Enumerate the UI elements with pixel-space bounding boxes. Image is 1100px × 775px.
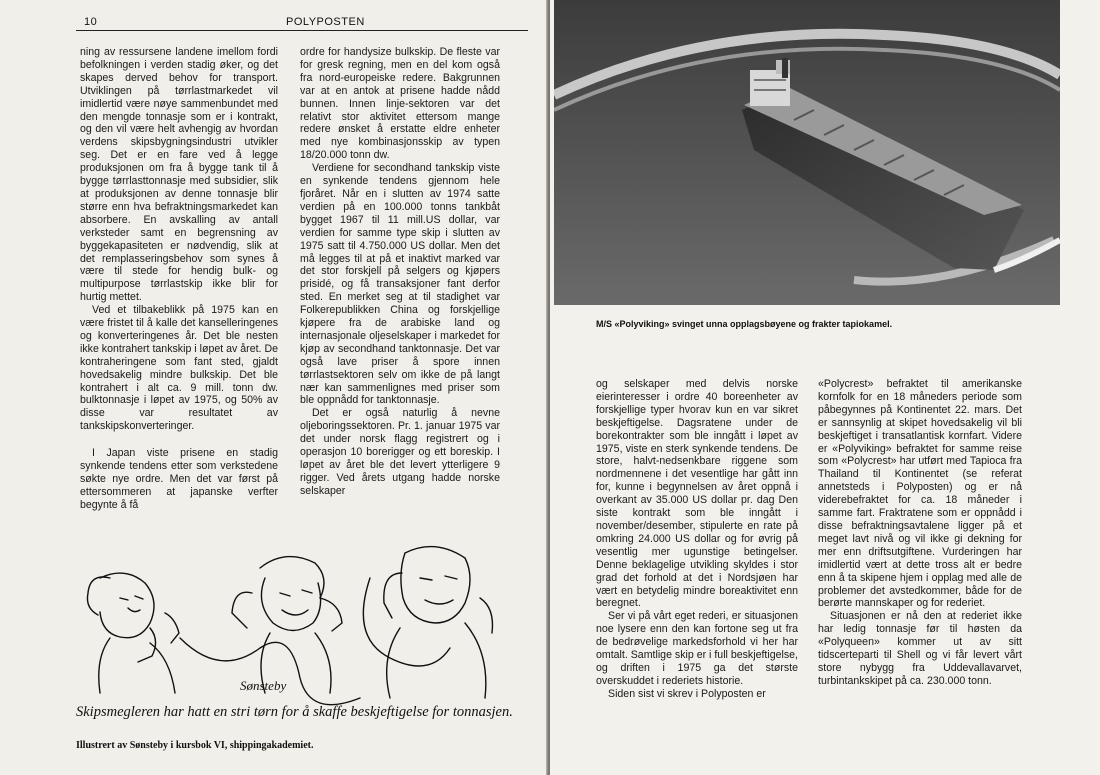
paragraph: ning av ressursene landene imellom fordi befolkningen i verden stadig øker, og det skapes derved behov for transport. Utviklingen på tørrlastmarkedet vil imidlertid være nøye sammenbundet med den mengde tonnasje som er i kontrakt, og den vil være helt avhengig av hvordan verdens skipsbygningsindustri utvikler seg. Det er en fare ved å legge produksjonen om fra å bygge tank til å bygge tørrlasttonnasje med subsidier, slik at produksjonen av denne tonnasje blir større enn hva befraktningsmarkedet kan absorbere. En avskalling av antall verksteder samt en begrensning av byggekapasiteten er nødvendig, slik at det remplasseringsbehov som synes å være til stede for hendig bulk- og multipurpose tørrlastskip ikke blir for hurtig mettet. [80,46,278,304]
paragraph: og selskaper med delvis norske eierinteresser i ordre 40 boreenheter av forskjellige typer hvorav kun en var sikret beskjeftigelse. Dagsratene under de borekontrakter som ble inngått i løpet av 1975, viste en sterk synkende tendens. De store, halvt-nedsenkbare riggene som nordmennene i det vesentlige har gått inn for, kunne i begynnelsen av året oppnå i overkant av 35.000 US dollar pr. dag Den siste kontrakt som ble inngått i november/desember, stipulerte en rate på omkring 24.000 US dollar og for øvrig på vesentlig mer ugunstige betingelser. Denne beklagelige utvikling skyldes i stor grad det forhold at det i Nordsjøen har vært en betydelig mindre boreaktivitet enn beregnet. [596,378,798,610]
text-column-2 [300,46,500,498]
text-column-4 [818,378,1022,688]
left-page [0,0,548,775]
paragraph: Siden sist vi skrev i Polyposten er [608,687,766,700]
cartoon-credit: Illustrert av Sønsteby i kursbok VI, shippingakademiet. [76,740,314,751]
artist-signature: Sønsteby [240,678,287,693]
cartoon-illustration [70,538,510,708]
running-head: POLYPOSTEN [286,16,365,28]
paragraph: I Japan viste prisene en stadig synkende tendens etter som verkstedene søkte nye ordre. Men det var først på ettersommeren at japanske verfter begynte å få [80,447,278,511]
paragraph: Det er også naturlig å nevne oljeboringssektoren. Pr. 1. januar 1975 var det under norsk flagg registrert og i operasjon 10 borerigger og ett boreskip. I løpet av året ble det levert ytterligere 9 rigger. Ved årets utgang hadde norske selskaper [300,407,500,497]
paragraph: Ser vi på vårt eget rederi, er situasjonen noe lysere enn den kan fortone seg ut fra de bedrøvelige markedsforhold vi her har omtalt. Samtlige skip er i full beskjeftigelse, og driften i 1975 ga det største overskuddet i rederiets historie. [596,610,798,687]
photo-caption: M/S «Polyviking» svinget unna opplagsbøyene og frakter tapiokamel. [596,319,893,329]
page-header [76,12,528,31]
paragraph: Verdiene for secondhand tankskip viste en synkende tendens gjennom hele fjoråret. Når en i slutten av 1974 satte verdien på en 100.000 tonns tankbåt bygget 1967 til 11 mill.US dollar, var verdien for samme type skip i slutten av 1975 satt til 4.750.000 US dollar. Men det må legges til at på et inaktivt marked var det stor forskjell på selgers og kjøpers prisidé, og få transaksjoner fant derfor sted. En merket seg at til stadighet var Folkerepublikken China og forskjellige kjøpere fra de arabiske land og internasjonale oljeselskaper i markedet for kjøp av secondhand tanktonnasje. Det var også lave priser å spore innen tørrlastsektoren selv om ikke de på langt nær kan sammenlignes med priser som ble oppnådd for tanktonnasje. [300,162,500,407]
paragraph: ordre for handysize bulkskip. De fleste var for gresk regning, men en del kom også fra nord-europeiske redere. Bakgrunnen var at en antok at prisene hadde nådd bunnen. Innen linje-sektoren var det relativt stor aktivitet ettersom mange redere ønsket å erstatte eldre enheter med nye kombinasjonsskip av typen 18/20.000 tonn dw. [300,46,500,162]
paragraph: «Polycrest» befraktet til amerikanske kornfolk for en 18 måneders periode som påbegynnes på Kontinentet 22. mars. Det er sannsynlig at skipet hovedsakelig vil bli beskjeftiget i transatlantisk kornfart. Videre er «Polyviking» befraktet for samme reise som «Polycrest» har utført med Tapioca fra Thailand til Kontinentet (se referat annetsteds i Polyposten) og er nå viderebefraktet for ca. 18 måneder i samme fart. Fraktratene som er oppnådd i disse befraktningsavtalene ligger på et meget lavt nivå og vil ikke gi dekning for mer enn driftsutgiftene. Vurderingen har imidlertid vært at dette tross alt er bedre enn å ta skipene hjem i opplag med alle de problemer det avstedkommer, både for de berørte mannskaper og for rederiet. [818,378,1022,610]
page-number: 10 [84,16,98,28]
ship-photo [554,0,1060,305]
text-column-1 [80,46,278,512]
paragraph: Situasjonen er nå den at rederiet ikke har ledig tonnasje før til høsten da «Polyqueen» kommer ut av sitt tidscerteparti til Shell og vi får levert vårt store nybygg fra Uddevallavarvet, turbintankskipet på ca. 230.000 tonn. [818,610,1022,687]
paragraph: Ved et tilbakeblikk på 1975 kan en være fristet til å kalle det kanselleringenes og konverteringenes år. Det ble nesten ikke kontrahert tankskip i løpet av året. De kontraheringene som fant sted, gjaldt hovedsakelig mindre bulkskip. Det ble kontrahert i alt ca. 9 mill. tonn dw. bulktonnasje i løpet av 1975, og 50% av disse var resultatet av tankskipskonverteringer. [80,304,278,433]
cartoon-caption: Skipsmegleren har hatt en stri tørn for å skaffe beskjeftigelse for tonnasjen. [76,704,513,720]
text-column-3 [596,378,798,701]
